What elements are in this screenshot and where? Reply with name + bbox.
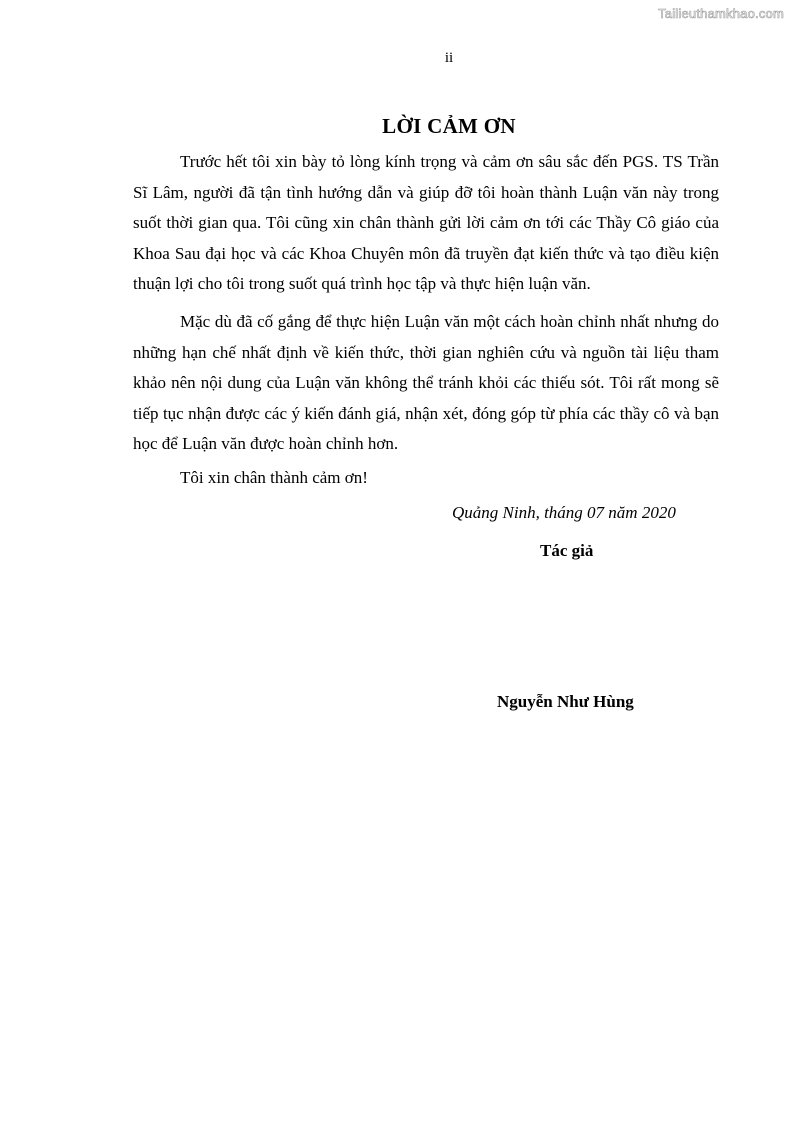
paragraph: Trước hết tôi xin bày tỏ lòng kính trọng và cảm ơn sâu sắc đến PGS. TS Trần Sĩ Lâm, người đã tận tình hướng dẫn và giúp đỡ tôi hoàn thành Luận văn này trong suốt thời gian qua. Tôi cũng xin chân thành gửi lời cảm ơn tới các Thầy Cô giáo của Khoa Sau đại học và các Khoa Chuyên môn đã truyền đạt kiến thức và tạo điều kiện thuận lợi cho tôi trong suốt quá trình học tập và thực hiện luận văn. — [133, 152, 719, 294]
paragraph-2-block — [133, 307, 719, 460]
closing-thanks: Tôi xin chân thành cảm ơn! — [180, 468, 368, 487]
place-date: Quảng Ninh, tháng 07 năm 2020 — [452, 503, 676, 522]
paragraph-3-block — [133, 463, 719, 494]
page-title: LỜI CẢM ƠN — [382, 114, 516, 138]
page-number: ii — [444, 50, 454, 66]
paragraph: Mặc dù đã cố gắng để thực hiện Luận văn một cách hoàn chỉnh nhất nhưng do những hạn chế nhất định về kiến thức, thời gian nghiên cứu và nguồn tài liệu tham khảo nên nội dung của Luận văn không thể tránh khỏi các thiếu sót. Tôi rất mong sẽ tiếp tục nhận được các ý kiến đánh giá, nhận xét, đóng góp từ phía các thầy cô và bạn học để Luận văn được hoàn chỉnh hơn. — [133, 312, 719, 454]
watermark: Tailieuthamkhao.com — [658, 6, 784, 21]
paragraph-1-block — [133, 147, 719, 300]
author-name: Nguyễn Như Hùng — [497, 692, 634, 711]
author-label: Tác giả — [540, 541, 594, 560]
